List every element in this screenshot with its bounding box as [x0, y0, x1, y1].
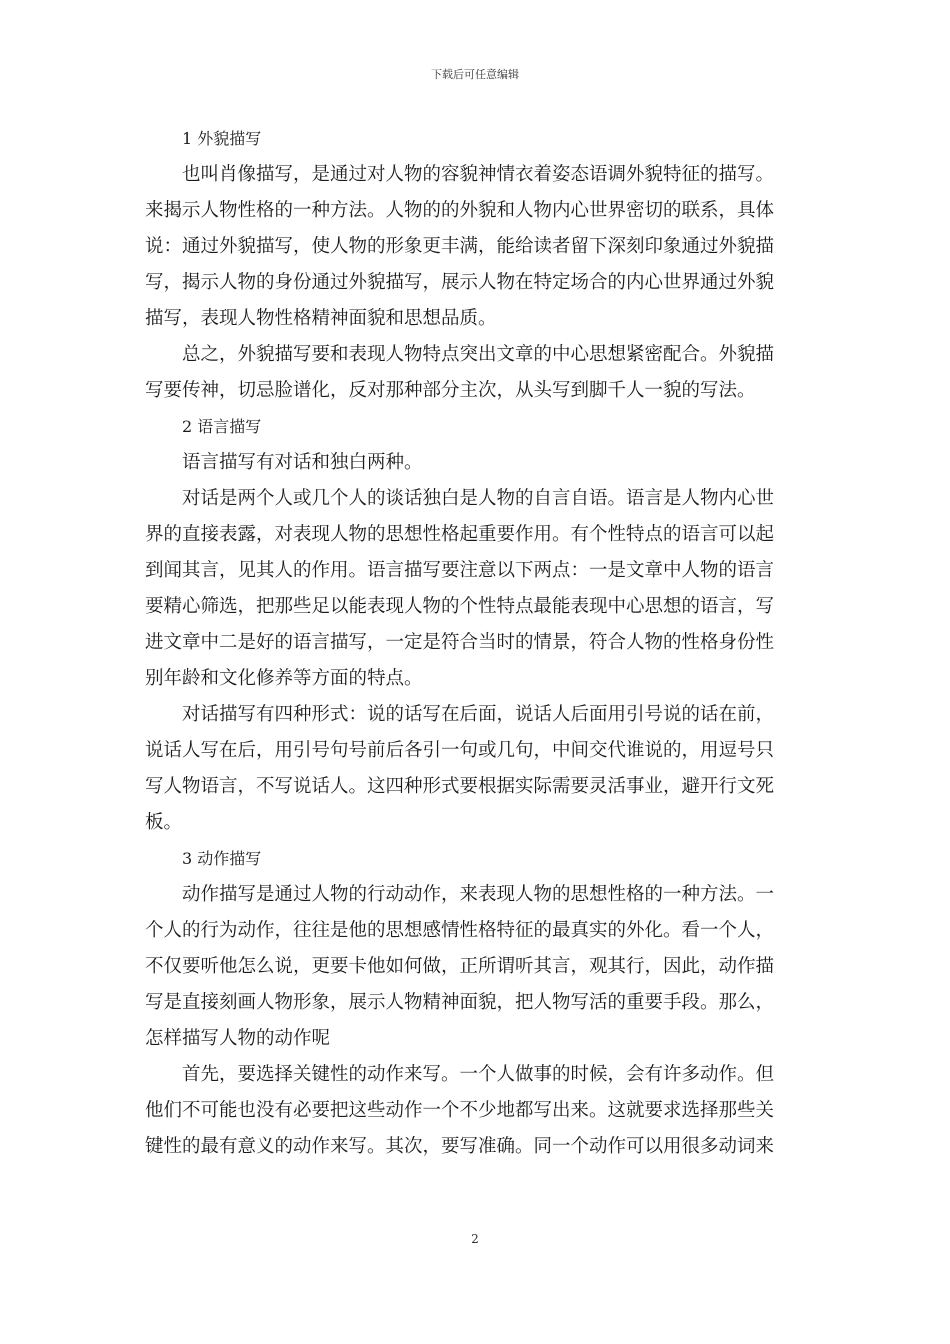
text-line: 也叫肖像描写，是通过对人物的容貌神情衣着姿态语调外貌特征的描写。 [182, 164, 775, 185]
section-heading: 1 外貌描写 [182, 129, 262, 148]
text-line: 怎样描写人物的动作呢 [145, 1028, 331, 1049]
text-line: 要精心筛选，把那些足以能表现人物的个性特点最能表现中心思想的语言，写 [145, 596, 775, 617]
text-line: 写要传神，切忌脸谱化，反对那种部分主次，从头写到脚千人一貌的写法。 [145, 380, 756, 401]
text-line: 不仅要听他怎么说，更要卡他如何做，正所谓听其言，观其行，因此，动作描 [145, 956, 775, 977]
text-line: 动作描写是通过人物的行动动作，来表现人物的思想性格的一种方法。一 [182, 884, 775, 905]
text-line: 到闻其言，见其人的作用。语言描写要注意以下两点：一是文章中人物的语言 [145, 560, 775, 581]
page-number: 2 [471, 1232, 479, 1246]
text-line: 总之，外貌描写要和表现人物特点突出文章的中心思想紧密配合。外貌描 [182, 344, 775, 365]
text-line: 界的直接表露，对表现人物的思想性格起重要作用。有个性特点的语言可以起 [145, 524, 775, 545]
page-header: 下载后可任意编辑 [431, 68, 519, 81]
text-line: 描写，表现人物性格精神面貌和思想品质。 [145, 308, 497, 329]
text-line: 进文章中二是好的语言描写，一定是符合当时的情景，符合人物的性格身份性 [145, 632, 775, 653]
text-line: 首先，要选择关键性的动作来写。一个人做事的时候，会有许多动作。但 [182, 1064, 775, 1085]
text-line: 写人物语言，不写说话人。这四种形式要根据实际需要灵活事业，避开行文死 [145, 776, 775, 797]
text-line: 他们不可能也没有必要把这些动作一个不少地都写出来。这就要求选择那些关 [145, 1100, 775, 1121]
text-line: 别年龄和文化修养等方面的特点。 [145, 668, 423, 689]
document-body [145, 121, 807, 1165]
text-line: 说话人写在后，用引号句号前后各引一句或几句，中间交代谁说的，用逗号只 [145, 740, 775, 761]
section-heading: 3 动作描写 [182, 849, 262, 868]
text-line: 板。 [145, 812, 183, 833]
text-line: 对话描写有四种形式：说的话写在后面，说话人后面用引号说的话在前， [182, 704, 775, 725]
text-line: 写是直接刻画人物形象，展示人物精神面貌，把人物写活的重要手段。那么， [145, 992, 775, 1013]
text-line: 写，揭示人物的身份通过外貌描写，展示人物在特定场合的内心世界通过外貌 [145, 272, 775, 293]
text-line: 语言描写有对话和独白两种。 [182, 452, 423, 473]
text-line: 键性的最有意义的动作来写。其次，要写准确。同一个动作可以用很多动词来 [145, 1136, 775, 1157]
text-line: 个人的行为动作，往往是他的思想感情性格特征的最真实的外化。看一个人， [145, 920, 775, 941]
text-line: 对话是两个人或几个人的谈话独白是人物的自言自语。语言是人物内心世 [182, 488, 775, 509]
text-line: 说：通过外貌描写，使人物的形象更丰满，能给读者留下深刻印象通过外貌描 [145, 236, 775, 257]
section-heading: 2 语言描写 [182, 417, 262, 436]
text-line: 来揭示人物性格的一种方法。人物的的外貌和人物内心世界密切的联系，具体 [145, 200, 775, 221]
